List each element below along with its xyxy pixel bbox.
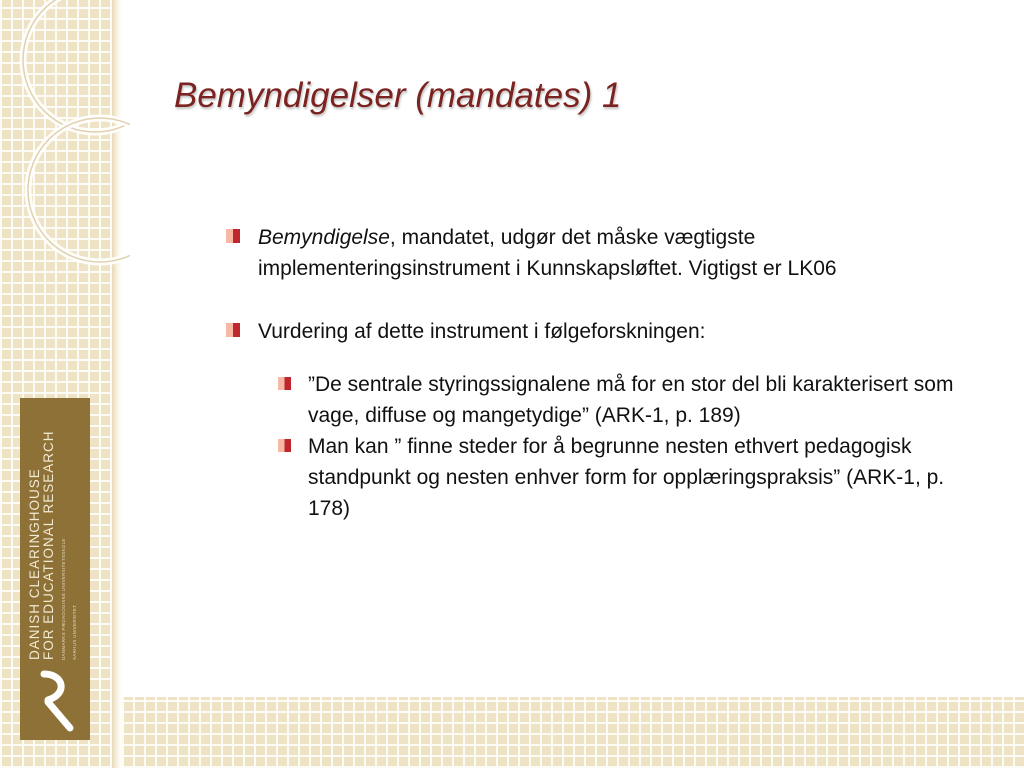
square-bullet-icon	[278, 377, 291, 390]
sub-bullet-1-text: ”De sentrale styringssignalene må for en stor del bli karakterisert som vage, diffuse og mangetydige” (ARK-1, p. 189)	[308, 373, 954, 427]
logo-line-2: FOR EDUCATIONAL RESEARCH	[41, 430, 56, 660]
bullet-item-1	[224, 222, 984, 284]
decorative-circles	[0, 0, 130, 280]
bullet-1-emphasis: Bemyndigelse	[258, 226, 390, 249]
sub-bullet-item-1	[276, 369, 956, 431]
slide-content	[224, 222, 984, 524]
slide-title: Bemyndigelser (mandates) 1	[174, 76, 622, 115]
bullet-item-2	[224, 316, 984, 347]
square-bullet-icon	[226, 229, 240, 243]
bullet-1-text: , mandatet, udgør det måske vægtigste implementeringsinstrument i Kunnskapsløftet. Vigtigst er LK06	[258, 226, 837, 280]
bottom-decorative-grid	[122, 697, 1024, 768]
logo-mark-icon	[32, 670, 78, 732]
sub-bullet-item-2	[276, 431, 956, 524]
logo-text	[28, 400, 78, 660]
square-bullet-icon	[278, 439, 291, 452]
sub-bullet-2-text: Man kan ” finne steder for å begrunne nesten ethvert pedagogisk standpunkt og nesten enhver form for opplæringspraksis” (ARK-1, p. 178)	[308, 435, 945, 520]
bullet-2-text: Vurdering af dette instrument i følgeforskningen:	[258, 320, 706, 343]
clearinghouse-logo	[20, 398, 90, 740]
square-bullet-icon	[226, 323, 240, 337]
logo-small-line-1: DANMARKS PÆDAGOGISKE UNIVERSITETSSKOLE	[61, 538, 66, 660]
logo-small-line-2: AARHUS UNIVERSITET	[72, 604, 77, 660]
logo-line-1: DANISH CLEARINGHOUSE	[27, 468, 42, 660]
